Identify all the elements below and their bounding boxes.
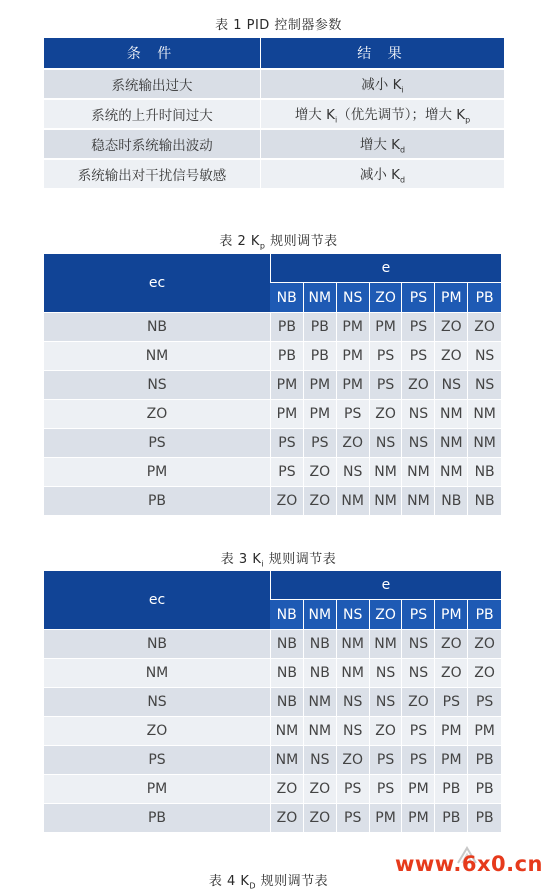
- e-header: e: [270, 254, 501, 283]
- rule-cell: ZO: [369, 717, 402, 746]
- rule-cell: PM: [336, 371, 369, 400]
- rule-cell: PS: [402, 342, 435, 371]
- result-cell: [261, 99, 505, 129]
- rule-cell: PS: [369, 371, 402, 400]
- result-text: 减小 K: [359, 167, 401, 184]
- rule-cell: NS: [303, 746, 336, 775]
- rule-cell: NM: [435, 429, 468, 458]
- rule-cell: NB: [435, 487, 468, 516]
- row-header: NM: [44, 659, 270, 688]
- table1-caption: 表 1 PID 控制器参数: [215, 18, 342, 33]
- result-text-continued: （优先调节）；增大 K: [337, 107, 466, 124]
- rule-cell: ZO: [468, 630, 501, 659]
- row-header: PB: [44, 804, 270, 833]
- table-row: [44, 159, 504, 188]
- row-header: NB: [44, 630, 270, 659]
- rule-cell: PS: [402, 746, 435, 775]
- kp-rule-table: [44, 254, 501, 515]
- rule-cell: PB: [303, 313, 336, 342]
- table-row: [44, 313, 501, 342]
- column-header: NM: [303, 600, 336, 630]
- column-header: PM: [435, 600, 468, 630]
- table-row: [44, 458, 501, 487]
- rule-cell: NM: [303, 688, 336, 717]
- rule-cell: NB: [270, 688, 303, 717]
- rule-cell: PB: [468, 775, 501, 804]
- rule-cell: PM: [435, 717, 468, 746]
- condition-header: 条 件: [44, 38, 261, 69]
- row-header: PB: [44, 487, 270, 516]
- rule-cell: ZO: [303, 804, 336, 833]
- table-row: [44, 342, 501, 371]
- column-header: ZO: [369, 283, 402, 313]
- rule-cell: NM: [369, 630, 402, 659]
- rule-cell: ZO: [435, 342, 468, 371]
- rule-cell: PM: [303, 400, 336, 429]
- result-subscript-2: p: [465, 115, 471, 125]
- rule-cell: ZO: [303, 775, 336, 804]
- row-header: PS: [44, 429, 270, 458]
- table-row: [44, 746, 501, 775]
- rule-cell: NS: [402, 400, 435, 429]
- rule-cell: NS: [369, 688, 402, 717]
- rule-cell: PB: [435, 775, 468, 804]
- rule-cell: NM: [303, 717, 336, 746]
- row-header: PS: [44, 746, 270, 775]
- rule-cell: PS: [270, 429, 303, 458]
- rule-cell: ZO: [303, 458, 336, 487]
- rule-cell: ZO: [369, 400, 402, 429]
- table4-caption: 表 4 $K_D$ 规则调节表: [208, 874, 329, 891]
- rule-cell: NB: [303, 630, 336, 659]
- table-row: [44, 804, 501, 833]
- result-header: 结 果: [261, 38, 505, 69]
- rule-cell: NM: [336, 487, 369, 516]
- rule-cell: NB: [468, 487, 501, 516]
- result-cell: [261, 69, 505, 99]
- table2-caption: 表 2 $K_p$ 规则调节表: [219, 234, 338, 251]
- table-row: [44, 429, 501, 458]
- rule-cell: NM: [402, 487, 435, 516]
- column-header: PM: [435, 283, 468, 313]
- rule-cell: ZO: [336, 746, 369, 775]
- rule-cell: NM: [336, 659, 369, 688]
- rule-cell: NB: [270, 659, 303, 688]
- table3-caption: 表 3 $K_i$ 规则调节表: [220, 552, 337, 569]
- rule-cell: ZO: [435, 313, 468, 342]
- row-header: NM: [44, 342, 270, 371]
- result-text: 增大 K: [294, 107, 335, 124]
- rule-cell: PS: [336, 400, 369, 429]
- rule-cell: PM: [369, 804, 402, 833]
- rule-cell: ZO: [468, 313, 501, 342]
- rule-cell: PS: [435, 688, 468, 717]
- rule-cell: PM: [468, 717, 501, 746]
- row-header: PM: [44, 775, 270, 804]
- condition-cell: 稳态时系统输出波动: [44, 129, 261, 159]
- rule-cell: NS: [336, 688, 369, 717]
- rule-cell: ZO: [402, 371, 435, 400]
- rule-cell: NM: [336, 630, 369, 659]
- rule-cell: NS: [468, 342, 501, 371]
- column-header: ZO: [369, 600, 402, 630]
- condition-cell: 系统的上升时间过大: [44, 99, 261, 129]
- rule-cell: NS: [336, 458, 369, 487]
- rule-cell: ZO: [303, 487, 336, 516]
- rule-cell: ZO: [435, 630, 468, 659]
- column-header: NM: [303, 283, 336, 313]
- rule-cell: PM: [369, 313, 402, 342]
- result-subscript: d: [400, 145, 406, 155]
- pid-parameter-table: [44, 38, 504, 188]
- e-header: e: [270, 571, 501, 600]
- rule-cell: PS: [270, 458, 303, 487]
- rule-cell: PS: [336, 775, 369, 804]
- result-text: 增大 K: [359, 137, 401, 154]
- rule-cell: NM: [468, 400, 501, 429]
- table-row: [44, 129, 504, 159]
- rule-cell: PM: [336, 313, 369, 342]
- rule-cell: PB: [270, 342, 303, 371]
- table-row: [44, 400, 501, 429]
- rule-cell: PB: [435, 804, 468, 833]
- rule-cell: NM: [435, 400, 468, 429]
- rule-cell: NB: [270, 630, 303, 659]
- column-header: PS: [402, 600, 435, 630]
- rule-cell: ZO: [435, 659, 468, 688]
- rule-cell: NS: [468, 371, 501, 400]
- row-header: ZO: [44, 400, 270, 429]
- row-header: NB: [44, 313, 270, 342]
- watermark-text: www.6x0.cn: [395, 852, 543, 876]
- rule-cell: NM: [402, 458, 435, 487]
- header-row: [44, 254, 501, 283]
- column-header: PB: [468, 600, 501, 630]
- rule-cell: PS: [336, 804, 369, 833]
- rule-cell: NM: [369, 487, 402, 516]
- table1-header-row: [44, 38, 504, 69]
- header-row: [44, 571, 501, 600]
- row-header: ZO: [44, 717, 270, 746]
- column-header: NB: [270, 283, 303, 313]
- rule-cell: PM: [435, 746, 468, 775]
- rule-cell: NS: [336, 717, 369, 746]
- rule-cell: ZO: [468, 659, 501, 688]
- rule-cell: PS: [369, 746, 402, 775]
- rule-cell: NM: [369, 458, 402, 487]
- rule-cell: ZO: [270, 775, 303, 804]
- condition-cell: 系统输出对干扰信号敏感: [44, 159, 261, 188]
- result-subscript: i: [334, 115, 338, 125]
- rule-cell: PS: [369, 775, 402, 804]
- rule-cell: NB: [303, 659, 336, 688]
- table-row: [44, 717, 501, 746]
- table-row: [44, 99, 504, 129]
- table-row: [44, 775, 501, 804]
- result-cell: [261, 159, 505, 188]
- result-subscript: i: [401, 85, 404, 95]
- rule-cell: PS: [468, 688, 501, 717]
- table-row: [44, 371, 501, 400]
- rule-cell: PM: [336, 342, 369, 371]
- rule-cell: ZO: [270, 487, 303, 516]
- table-row: [44, 69, 504, 99]
- rule-cell: NM: [270, 746, 303, 775]
- row-header: NS: [44, 688, 270, 717]
- rule-cell: PS: [369, 342, 402, 371]
- ki-rule-table: [44, 571, 501, 832]
- rule-cell: PB: [270, 313, 303, 342]
- rule-cell: PS: [402, 717, 435, 746]
- result-cell: [261, 129, 505, 159]
- rule-cell: NM: [435, 458, 468, 487]
- column-header: NB: [270, 600, 303, 630]
- table-row: [44, 659, 501, 688]
- rule-cell: PB: [468, 804, 501, 833]
- table-row: [44, 630, 501, 659]
- rule-cell: ZO: [402, 688, 435, 717]
- row-header: PM: [44, 458, 270, 487]
- row-header: NS: [44, 371, 270, 400]
- rule-cell: NS: [369, 659, 402, 688]
- rule-cell: NB: [468, 458, 501, 487]
- rule-cell: NS: [402, 630, 435, 659]
- table-row: [44, 688, 501, 717]
- table-row: [44, 487, 501, 516]
- column-header: NS: [336, 600, 369, 630]
- rule-cell: NS: [369, 429, 402, 458]
- column-header: PB: [468, 283, 501, 313]
- rule-cell: PB: [303, 342, 336, 371]
- rule-cell: NM: [468, 429, 501, 458]
- rule-cell: PM: [402, 804, 435, 833]
- rule-cell: PM: [270, 400, 303, 429]
- rule-cell: PM: [303, 371, 336, 400]
- rule-cell: NS: [402, 659, 435, 688]
- rule-cell: NM: [270, 717, 303, 746]
- rule-cell: PB: [468, 746, 501, 775]
- result-text: 减小 K: [361, 77, 402, 94]
- result-subscript: d: [400, 175, 406, 185]
- ec-header: ec: [44, 571, 270, 630]
- rule-cell: ZO: [270, 804, 303, 833]
- rule-cell: PM: [402, 775, 435, 804]
- condition-cell: 系统输出过大: [44, 69, 261, 99]
- column-header: PS: [402, 283, 435, 313]
- column-header: NS: [336, 283, 369, 313]
- rule-cell: PM: [270, 371, 303, 400]
- rule-cell: NS: [435, 371, 468, 400]
- rule-cell: PS: [303, 429, 336, 458]
- rule-cell: PS: [402, 313, 435, 342]
- rule-cell: NS: [402, 429, 435, 458]
- ec-header: ec: [44, 254, 270, 313]
- rule-cell: ZO: [336, 429, 369, 458]
